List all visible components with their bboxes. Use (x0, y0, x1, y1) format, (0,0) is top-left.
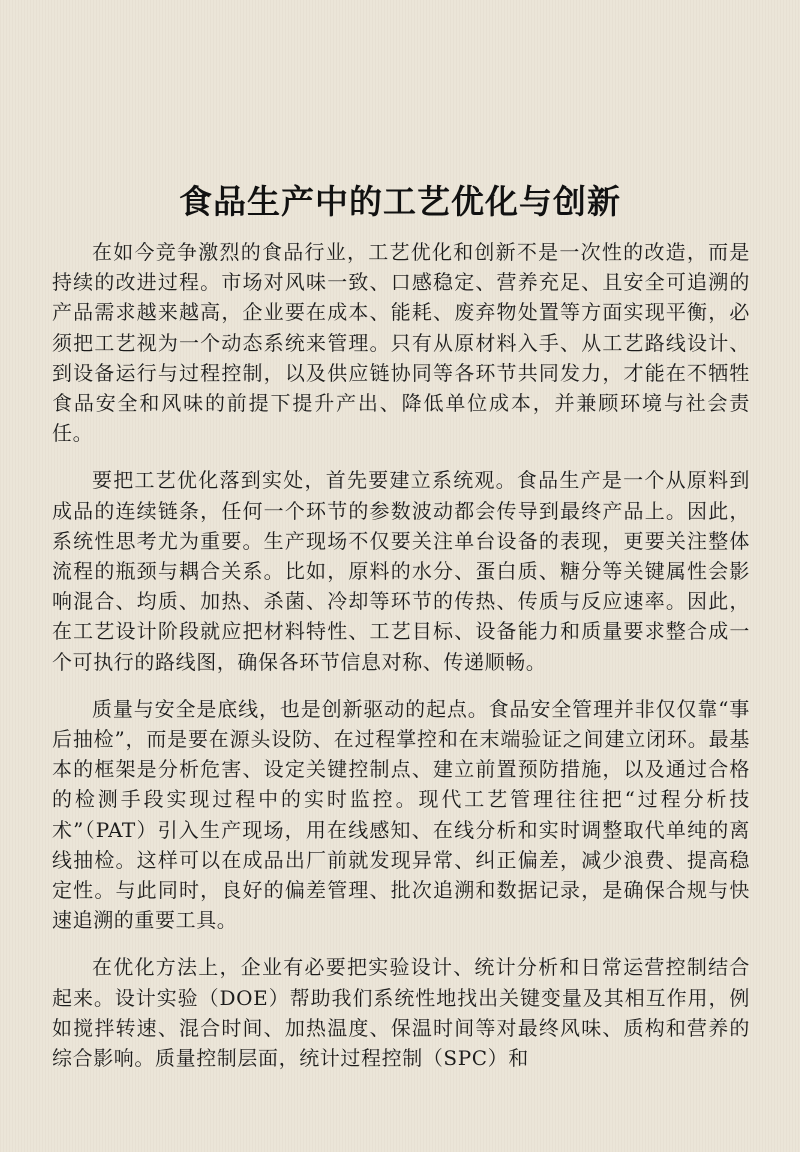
paragraph-4: 在优化方法上，企业有必要把实验设计、统计分析和日常运营控制结合起来。设计实验（DOE）帮助我们系统性地找出关键变量及其相互作用，例如搅拌转速、混合时间、加热温度、保温时间等对最终风味、质构和营养的综合影响。质量控制层面，统计过程控制（SPC）和 (52, 955, 750, 1071)
paragraph-3: 质量与安全是底线，也是创新驱动的起点。食品安全管理并非仅仅靠“事后抽检”，而是要在源头设防、在过程掌控和在末端验证之间建立闭环。最基本的框架是分析危害、设定关键控制点、建立前置预防措施，以及通过合格的检测手段实现过程中的实时监控。现代工艺管理往往把“过程分析技术”（PAT）引入生产现场，用在线感知、在线分析和实时调整取代单纯的离线抽检。这样可以在成品出厂前就发现异常、纠正偏差，减少浪费、提高稳定性。与此同时，良好的偏差管理、批次追溯和数据记录，是确保合规与快速追溯的重要工具。 (52, 696, 750, 933)
paragraph-1: 在如今竞争激烈的食品行业，工艺优化和创新不是一次性的改造，而是持续的改进过程。市场对风味一致、口感稳定、营养充足、且安全可追溯的产品需求越来越高，企业要在成本、能耗、废弃物处置等方面实现平衡，必须把工艺视为一个动态系统来管理。只有从原材料入手、从工艺路线设计、到设备运行与过程控制，以及供应链协同等各环节共同发力，才能在不牺牲食品安全和风味的前提下提升产出、降低单位成本，并兼顾环境与社会责任。 (52, 240, 750, 446)
article-body (52, 237, 750, 1090)
page-title: 食品生产中的工艺优化与创新 (179, 182, 621, 221)
paragraph-2: 要把工艺优化落到实处，首先要建立系统观。食品生产是一个从原料到成品的连续链条，任何一个环节的参数波动都会传导到最终产品上。因此，系统性思考尤为重要。生产现场不仅要关注单台设备的表现，更要关注整体流程的瓶颈与耦合关系。比如，原料的水分、蛋白质、糖分等关键属性会影响混合、均质、加热、杀菌、冷却等环节的传热、传质与反应速率。因此，在工艺设计阶段就应把材料特性、工艺目标、设备能力和质量要求整合成一个可执行的路线图，确保各环节信息对称、传递顺畅。 (52, 468, 750, 674)
